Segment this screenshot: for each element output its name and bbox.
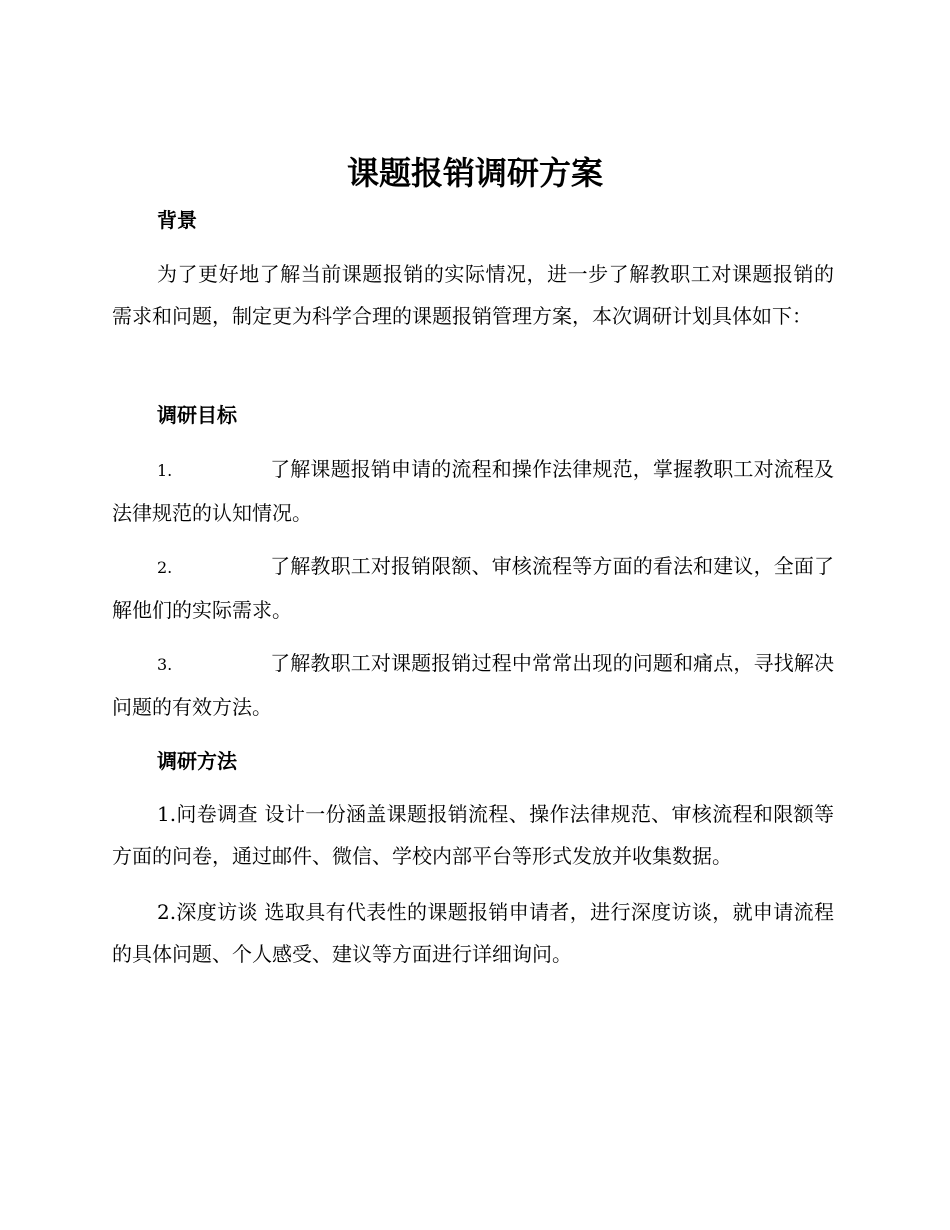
goal-list-number: 3. [157,655,173,674]
document-title: 课题报销调研方案 [346,154,603,192]
goal-list-item [112,642,834,728]
goal-list-number: 1. [157,461,173,480]
goal-list-text: 了解教职工对课题报销过程中常常出现的问题和痛点，寻找解决问题的有效方法。 [112,651,834,719]
section-heading-methods: 调研方法 [157,749,237,773]
goal-list-item [112,448,834,534]
goal-list-text: 了解教职工对报销限额、审核流程等方面的看法和建议，全面了解他们的实际需求。 [112,554,834,622]
goal-list-item [112,545,834,631]
method-paragraph: 1.问卷调查 设计一份涵盖课题报销流程、操作法律规范、审核流程和限额等方面的问卷，通过邮件、微信、学校内部平台等形式发放并收集数据。 [112,802,834,868]
method-paragraph: 2.深度访谈 选取具有代表性的课题报销申请者，进行深度访谈，就申请流程的具体问题、个人感受、建议等方面进行详细询问。 [112,900,834,966]
section-heading-goals: 调研目标 [157,403,237,427]
goal-list-text: 了解课题报销申请的流程和操作法律规范，掌握教职工对流程及法律规范的认知情况。 [112,457,834,525]
goal-list-number: 2. [157,558,173,577]
section-heading-background: 背景 [157,208,197,232]
background-paragraph: 为了更好地了解当前课题报销的实际情况，进一步了解教职工对课题报销的需求和问题，制定更为科学合理的课题报销管理方案，本次调研计划具体如下： [112,262,834,328]
